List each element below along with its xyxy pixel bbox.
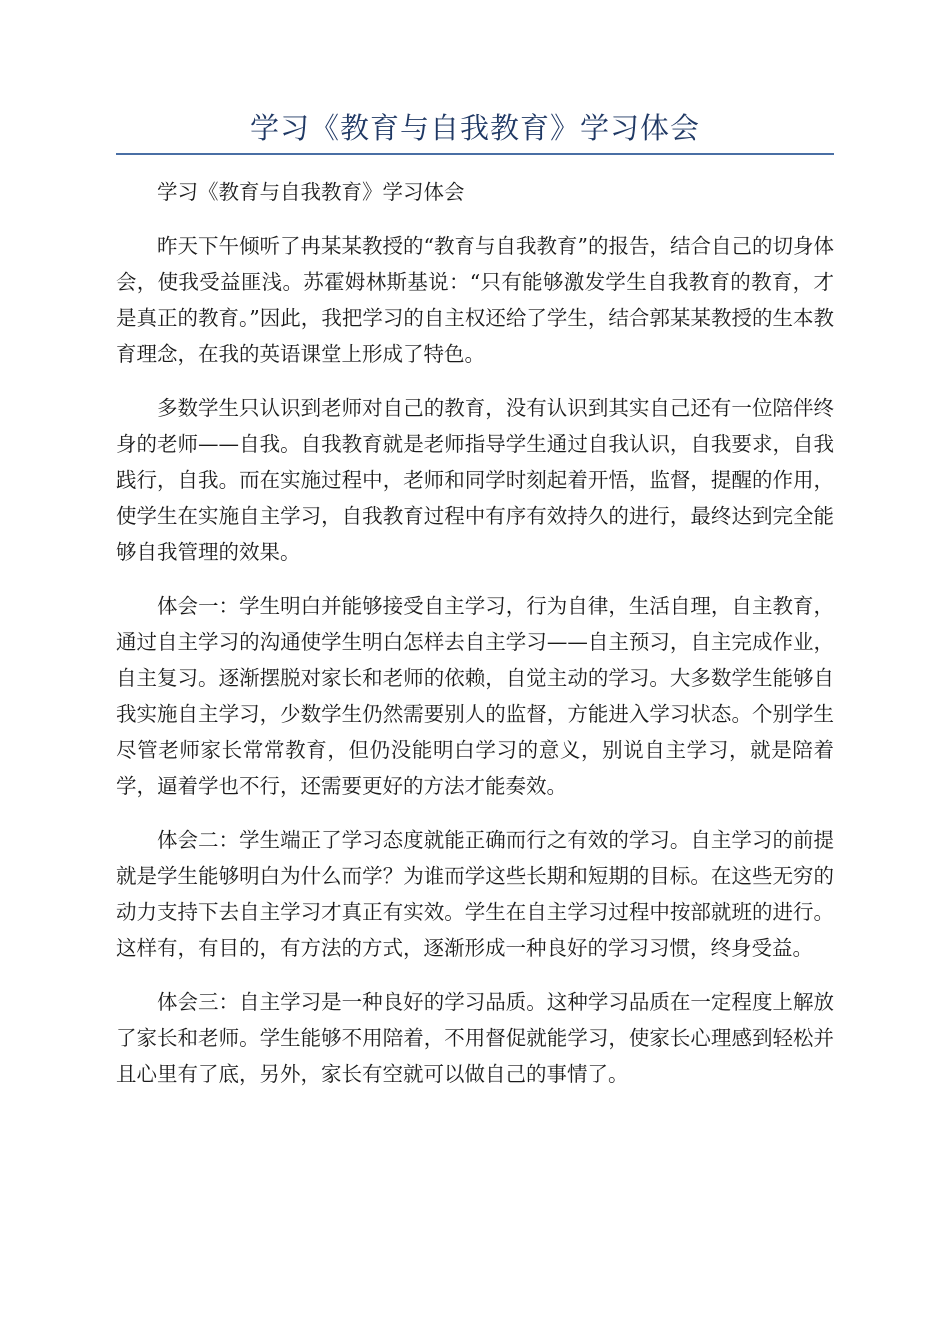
document-body xyxy=(116,174,834,1110)
paragraph-subtitle: 学习《教育与自我教育》学习体会 xyxy=(157,180,465,204)
paragraph-self-education: 多数学生只认识到老师对自己的教育，没有认识到其实自己还有一位陪伴终身的老师——自我。自我教育就是老师指导学生通过自我认识，自我要求，自我践行，自我。而在实施过程中，老师和同学时刻起着开悟，监督，提醒的作用，使学生在实施自主学习，自我教育过程中有序有效持久的进行，最终达到完全能够自我管理的效果。 xyxy=(116,396,834,564)
title-underline xyxy=(116,153,834,155)
document-title: 学习《教育与自我教育》学习体会 xyxy=(249,111,700,145)
paragraph-insight-one: 体会一：学生明白并能够接受自主学习，行为自律，生活自理，自主教育，通过自主学习的沟通使学生明白怎样去自主学习——自主预习，自主完成作业，自主复习。逐渐摆脱对家长和老师的依赖，自觉主动的学习。大多数学生能够自我实施自主学习，少数学生仍然需要别人的监督，方能进入学习状态。个别学生尽管老师家长常常教育，但仍没能明白学习的意义，别说自主学习，就是陪着学，逼着学也不行，还需要更好的方法才能奏效。 xyxy=(116,594,834,798)
paragraph-intro: 昨天下午倾听了冉某某教授的“教育与自我教育”的报告，结合自己的切身体会，使我受益匪浅。苏霍姆林斯基说：“只有能够激发学生自我教育的教育，才是真正的教育。”因此，我把学习的自主权还给了学生，结合郭某某教授的生本教育理念，在我的英语课堂上形成了特色。 xyxy=(116,234,834,366)
paragraph-insight-two: 体会二：学生端正了学习态度就能正确而行之有效的学习。自主学习的前提就是学生能够明白为什么而学？为谁而学这些长期和短期的目标。在这些无穷的动力支持下去自主学习才真正有实效。学生在自主学习过程中按部就班的进行。这样有，有目的，有方法的方式，逐渐形成一种良好的学习习惯，终身受益。 xyxy=(116,828,834,960)
paragraph-insight-three: 体会三：自主学习是一种良好的学习品质。这种学习品质在一定程度上解放了家长和老师。学生能够不用陪着，不用督促就能学习，使家长心理感到轻松并且心里有了底，另外，家长有空就可以做自己的事情了。 xyxy=(116,990,834,1086)
